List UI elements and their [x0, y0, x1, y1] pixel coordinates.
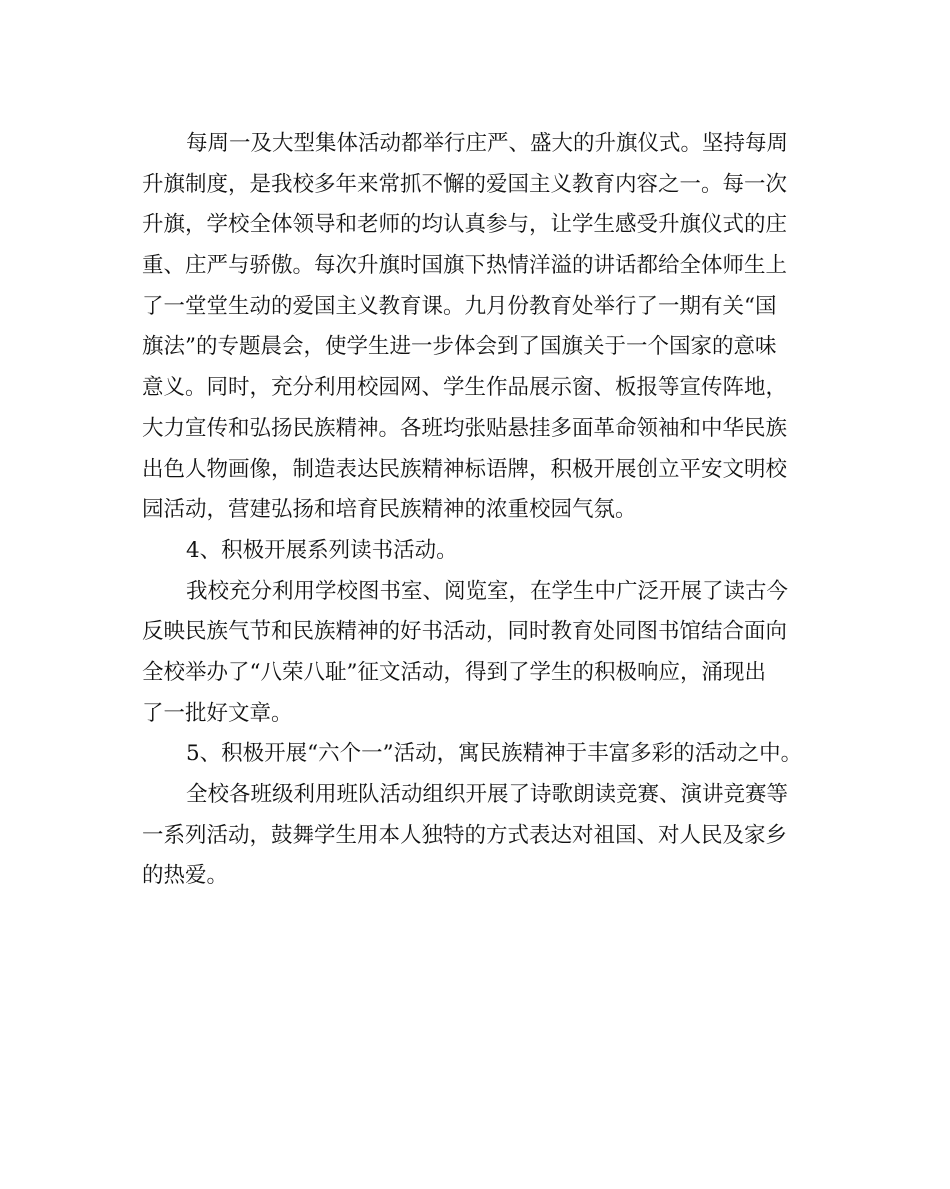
paragraph-line: 全校各班级利用班队活动组织开展了诗歌朗读竞赛、演讲竞赛等 [186, 782, 789, 807]
paragraph-line: 每周一及大型集体活动都举行庄严、盛大的升旗仪式。坚持每周 [186, 131, 789, 156]
paragraph-line: 意义。同时，充分利用校园网、学生作品展示窗、板报等宣传阵地， [142, 375, 788, 401]
paragraph-line: 园活动，营建弘扬和培育民族精神的浓重校园气氛。 [142, 497, 637, 523]
paragraph-line: 重、庄严与骄傲。每次升旗时国旗下热情洋溢的讲话都给全体师生上 [142, 253, 788, 279]
paragraph-line: 大力宣传和弘扬民族精神。各班均张贴悬挂多面革命领袖和中华民族 [142, 415, 788, 441]
document-body [142, 124, 832, 897]
paragraph-line: 升旗制度，是我校多年来常抓不懈的爱国主义教育内容之一。每一次 [142, 171, 788, 197]
paragraph-line: 旗法”的专题晨会，使学生进一步体会到了国旗关于一个国家的意味 [142, 334, 777, 360]
paragraph-line: 一系列活动，鼓舞学生用本人独特的方式表达对祖国、对人民及家乡 [142, 822, 788, 848]
paragraph-line: 的热爱。 [142, 863, 229, 889]
section-heading: 5、积极开展“六个一”活动，寓民族精神于丰富多彩的活动之中。 [186, 741, 803, 767]
section-heading: 4、积极开展系列读书活动。 [186, 537, 458, 563]
paragraph-line: 了一批好文章。 [142, 700, 293, 726]
paragraph-line: 我校充分利用学校图书室、阅览室，在学生中广泛开展了读古今 [186, 578, 789, 604]
paragraph-line: 出色人物画像，制造表达民族精神标语牌，积极开展创立平安文明校 [142, 456, 788, 482]
paragraph-line: 升旗，学校全体领导和老师的均认真参与，让学生感受升旗仪式的庄 [142, 212, 788, 238]
paragraph-line: 了一堂堂生动的爱国主义教育课。九月份教育处举行了一期有关“国 [142, 293, 777, 319]
paragraph-line: 全校举办了“八荣八耻”征文活动，得到了学生的积极响应，涌现出 [142, 659, 766, 685]
paragraph-line: 反映民族气节和民族精神的好书活动，同时教育处同图书馆结合面向 [142, 619, 788, 645]
